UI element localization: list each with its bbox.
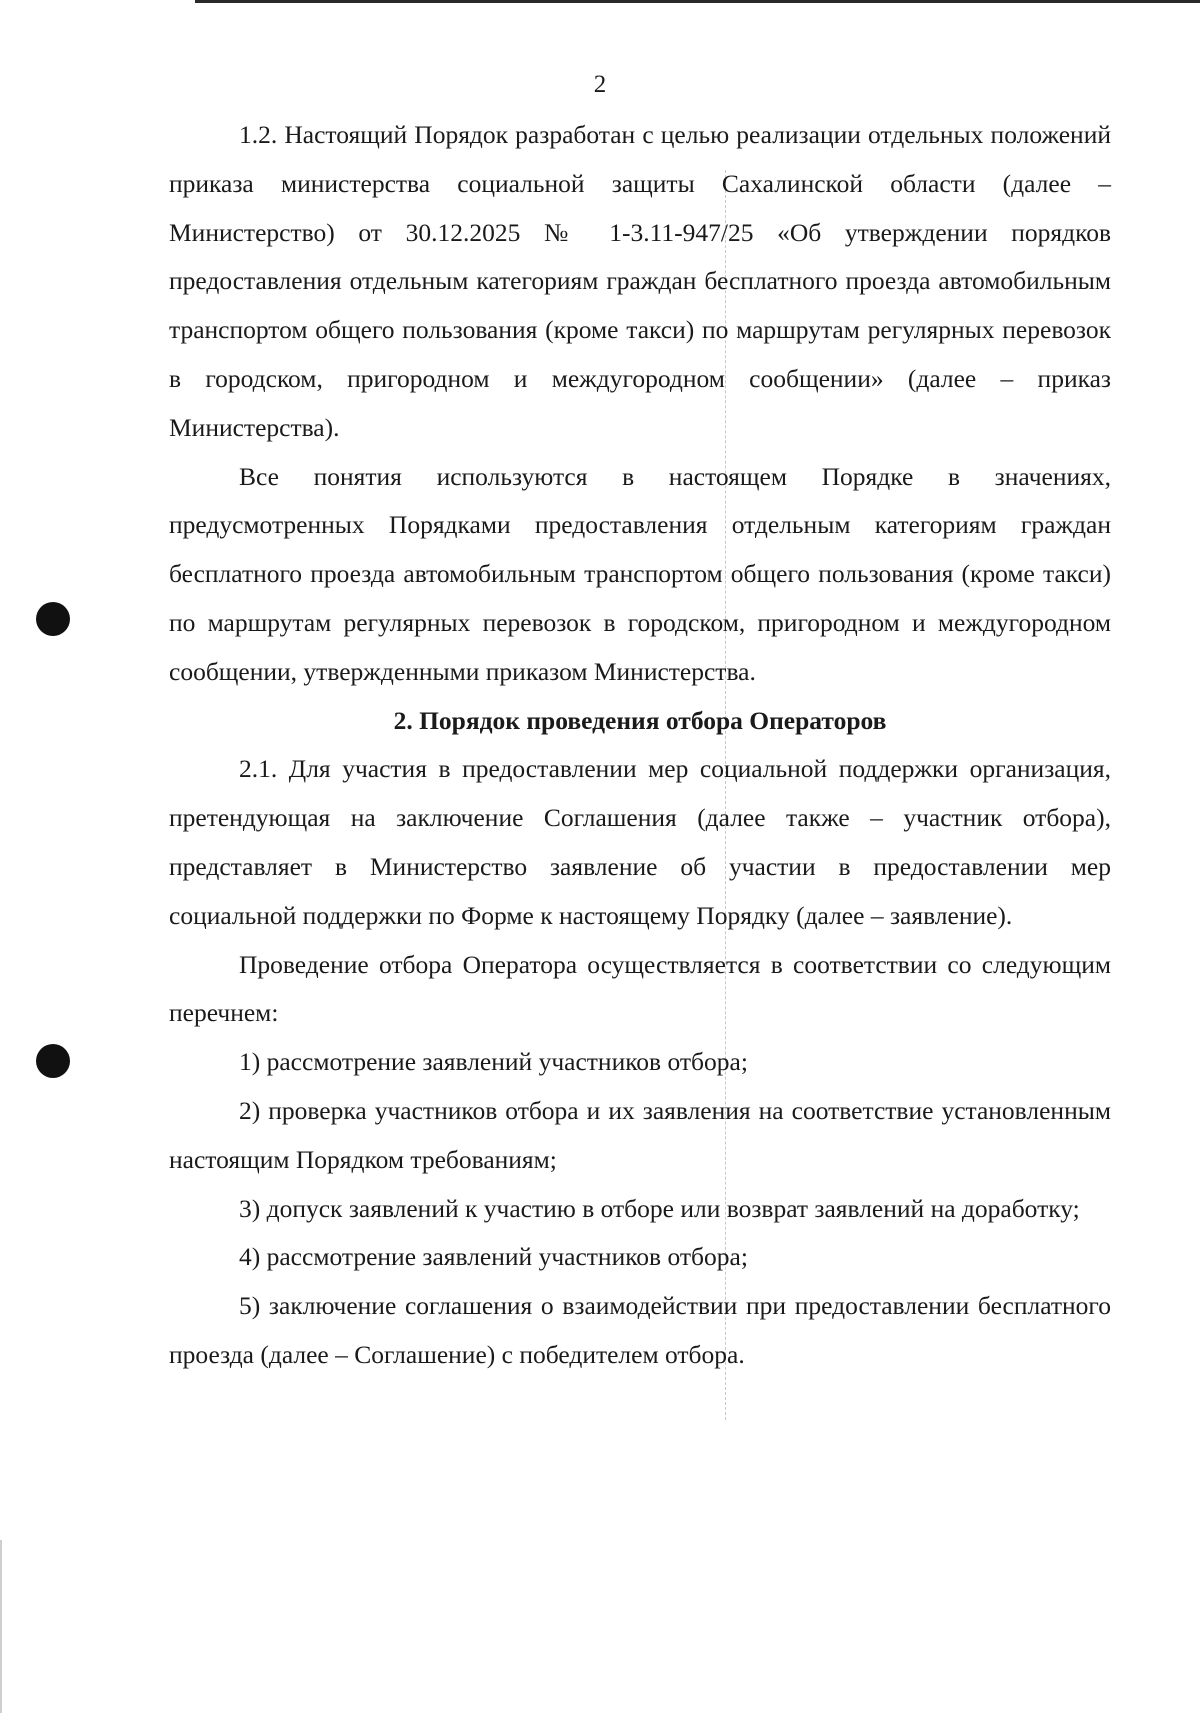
document-body <box>169 111 1111 1380</box>
list-item: 3) допуск заявлений к участию в отборе или возврат заявлений на доработку; <box>239 1193 1080 1223</box>
paragraph-1-2: 1.2. Настоящий Порядок разработан с целью реализации отдельных положений приказа министерства социальной защиты Сахалинской области (далее – Министерство) от 30.12.2025 № 1-3.11-947/25 «Об утверждении порядков предоставления отдельным категориям граждан бесплатного проезда автомобильным транспортом общего пользования (кроме такси) по маршрутам регулярных перевозок в городском, пригородном и междугородном сообщении» (далее – приказ Министерства). <box>169 120 1111 442</box>
section-heading-2: 2. Порядок проведения отбора Операторов <box>393 705 887 735</box>
punch-hole <box>36 1044 70 1078</box>
scan-border-top <box>195 0 1200 3</box>
list-item: 2) проверка участников отбора и их заявления на соответствие установленным настоящим Порядком требованиям; <box>169 1095 1111 1174</box>
page-number: 2 <box>593 71 607 98</box>
punch-hole <box>36 602 70 636</box>
paragraph-2-1: 2.1. Для участия в предоставлении мер социальной поддержки организация, претендующая на заключение Соглашения (далее также – участник отбора), представляет в Министерство заявление об участии в предоставлении мер социальной поддержки по Форме к настоящему Порядку (далее – заявление). <box>169 754 1111 930</box>
paragraph-selection: Проведение отбора Оператора осуществляется в соответствии со следующим перечнем: <box>169 949 1111 1028</box>
list-item: 1) рассмотрение заявлений участников отбора; <box>239 1047 748 1077</box>
paragraph-concepts: Все понятия используются в настоящем Порядке в значениях, предусмотренных Порядками предоставления отдельным категориям граждан бесплатного проезда автомобильным транспортом общего пользования (кроме такси) по маршрутам регулярных перевозок в городском, пригородном и междугородном сообщении, утвержденными приказом Министерства. <box>169 461 1111 686</box>
list-item: 5) заключение соглашения о взаимодействии при предоставлении бесплатного проезда (далее – Соглашение) с победителем отбора. <box>169 1291 1111 1369</box>
scan-border-left <box>0 1540 2 1713</box>
list-item: 4) рассмотрение заявлений участников отбора; <box>239 1242 748 1272</box>
